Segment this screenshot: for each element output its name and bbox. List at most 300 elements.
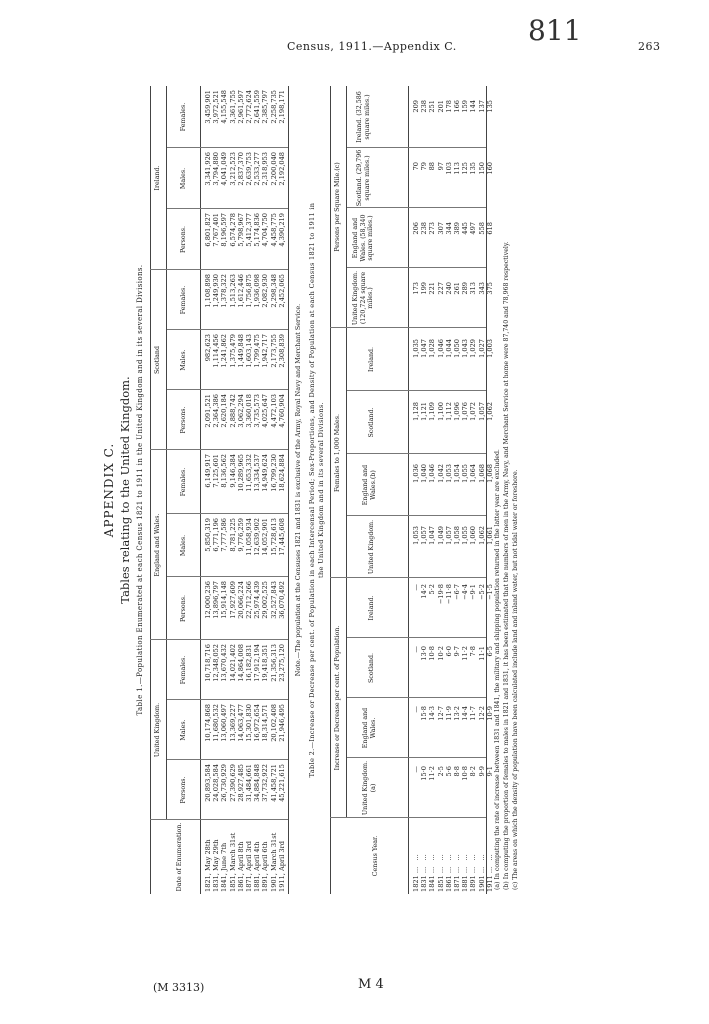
table-cell: 10,718,716 — [204, 644, 212, 682]
table-cell: 14·4 — [461, 706, 470, 721]
table-cell: 1,375,479 — [228, 334, 237, 368]
table-cell: 15·8 — [420, 706, 429, 721]
table-cell: 2,364,386 — [212, 394, 221, 428]
table-cell: 88 — [428, 162, 437, 171]
table-cell: 15·0 — [420, 766, 429, 781]
table1-group-ir: Ireland. — [154, 165, 161, 191]
table-cell: 9·1 — [485, 766, 494, 777]
footnote-a: (a) In computing the rate of increase between 1831 and 1841, the military and shipping population returned in the latter year are excluded. — [494, 449, 501, 890]
table-cell: 18,624,884 — [277, 454, 286, 492]
table-cell: 166 — [452, 100, 461, 113]
table-cell: 4,390,219 — [277, 213, 286, 247]
table-cell: 289 — [461, 282, 470, 295]
table-cell: 1,936,098 — [253, 274, 262, 308]
footnote-b: (b) In computing the proportion of females to males in 1821 and 1831, it has been estimated that the numbers of men in the Army, Navy, and Merchant Service at home were 87,740 and 78,968 respectively. — [503, 241, 510, 890]
table-cell: 12,000,236 — [204, 581, 212, 619]
table-cell: 1,112 — [444, 402, 453, 421]
t1-sc-females-head: Females. — [180, 285, 187, 315]
table-cell: 261 — [452, 282, 461, 295]
t1-ir-males-head: Males. — [180, 167, 187, 190]
table-cell: 1911, April 3rd — [277, 841, 286, 892]
table-cell: 17,912,194 — [253, 644, 262, 682]
t2-inc-sc — [412, 646, 494, 696]
t1-ew-females-head: Females. — [180, 467, 187, 497]
t2-fem-ir — [412, 339, 494, 389]
table-cell: 6,771,196 — [212, 518, 221, 552]
table-cell: 28,927,485 — [236, 764, 245, 802]
t2-den-sc-head: Scotland. (29,796 square miles.) — [356, 149, 371, 207]
table-cell: 14·2 — [420, 584, 429, 599]
table-cell: 1851 ... ... — [436, 854, 445, 892]
table-cell: 1,043 — [461, 339, 470, 358]
table-cell: 1,029 — [469, 339, 478, 358]
table-cell: 34,884,848 — [253, 764, 262, 802]
table-cell: 1,053 — [444, 464, 453, 483]
table-cell: 1,096 — [452, 402, 461, 421]
table-cell: 1,027 — [477, 339, 486, 358]
table-cell: 273 — [428, 222, 437, 235]
table-cell: 4,041,049 — [220, 152, 229, 186]
table-cell: 9·7 — [452, 646, 461, 657]
t1-ir-persons-head: Persons. — [180, 226, 187, 254]
t2-fem-ew — [412, 464, 494, 514]
t1-sc-persons-head: Persons. — [180, 406, 187, 434]
table-cell: 2,198,171 — [277, 90, 286, 124]
table-cell: 173 — [412, 282, 420, 295]
table-cell: 178 — [444, 100, 453, 113]
table-cell: 1,799,475 — [253, 334, 262, 368]
t1-ew-females — [204, 454, 286, 512]
table1-stub-header: Date of Enumeration. — [176, 822, 183, 892]
table-cell: 4,458,775 — [269, 213, 278, 247]
table2-stub-header: Census Year. — [372, 835, 379, 877]
table-cell: 45,221,615 — [277, 764, 286, 802]
table-cell: 11·9 — [444, 706, 453, 721]
table-cell: 13,670,432 — [220, 644, 229, 682]
table-cell: 1,057 — [444, 526, 453, 545]
table-cell: 5·6 — [444, 766, 453, 777]
table-cell: 1,612,446 — [236, 274, 245, 308]
table-cell: 2,298,348 — [269, 274, 278, 308]
table-cell: 8·8 — [452, 766, 461, 777]
table-cell: — — [412, 584, 420, 591]
rotated-document — [90, 80, 650, 900]
table-cell: 10·2 — [436, 646, 445, 661]
table2-group-increase: Increase or Decrease per cent. of Population. — [334, 625, 341, 771]
table-cell: — — [412, 646, 420, 653]
t2-den-ew-head: England and Wales. (58,340 square miles.) — [352, 214, 375, 262]
table-cell: 7,767,401 — [212, 213, 221, 247]
table-cell: 6,149,917 — [204, 454, 212, 488]
table-cell: 13,060,497 — [220, 704, 229, 742]
t2-inc-uk — [412, 766, 494, 816]
table-cell: 11,680,532 — [212, 704, 221, 742]
table-cell: 135 — [469, 162, 478, 175]
table-cell: 5,798,967 — [236, 213, 245, 247]
t2-den-ir — [412, 100, 494, 146]
table-cell: 2,639,753 — [244, 152, 253, 186]
t2-inc-ir-head: Ireland. — [368, 595, 375, 621]
table-cell: 31,484,661 — [244, 764, 253, 802]
table-cell: — — [412, 706, 420, 713]
table-cell: 23,275,120 — [277, 644, 286, 682]
table-cell: 10,289,965 — [236, 454, 245, 492]
table-cell: 8,781,225 — [228, 518, 237, 552]
table-cell: 97 — [436, 162, 445, 171]
table-cell: 1,072 — [469, 402, 478, 421]
t2-den-ir-head: Ireland. (32,586 square miles.) — [356, 91, 371, 143]
table-cell: 238 — [420, 100, 429, 113]
table-cell: −11·8 — [444, 584, 453, 605]
t1-ew-persons — [204, 581, 286, 638]
table-cell: 240 — [444, 282, 453, 295]
table-cell: 1,114,456 — [212, 334, 221, 368]
table-cell: 2,308,839 — [277, 334, 286, 368]
table-cell: 1,378,322 — [220, 274, 229, 308]
t2-fem-sc — [412, 402, 494, 452]
table-cell: 9·9 — [477, 766, 486, 777]
table-cell: 1861, April 8th — [236, 841, 245, 892]
t1-uk-persons — [204, 764, 286, 818]
table-cell: 12·2 — [477, 706, 486, 721]
table-cell: −9·1 — [469, 584, 478, 601]
table-cell: 16,182,831 — [244, 644, 253, 682]
table-cell: 10·8 — [461, 766, 470, 781]
table-cell: 1,128 — [412, 402, 420, 421]
table1-group-sc: Scotland — [154, 345, 161, 375]
table-cell: 344 — [444, 222, 453, 235]
table-cell: 4,472,103 — [269, 394, 278, 428]
table-cell: 41,458,721 — [269, 764, 278, 802]
table-cell: 2,091,521 — [204, 394, 212, 428]
page-stamp: 811 — [528, 14, 582, 47]
table-cell: 13,896,797 — [212, 581, 221, 619]
table-cell: 2,318,953 — [261, 152, 270, 186]
table-cell: 3,212,523 — [228, 152, 237, 186]
table-cell: 497 — [469, 222, 478, 235]
table-cell: −5·2 — [477, 584, 486, 601]
table-cell: 3,735,573 — [253, 394, 262, 428]
table-cell: 4,025,647 — [261, 394, 270, 428]
table-cell: 2,641,559 — [253, 90, 262, 124]
t1-uk-persons-head: Persons. — [180, 776, 187, 804]
t2-inc-ew-head: England and Wales. — [362, 707, 377, 749]
table-cell: 982,623 — [204, 334, 212, 362]
table2-title-line2: the United Kingdom and in its several Divisions. — [317, 402, 325, 578]
table-cell: 1,109 — [428, 402, 437, 421]
table2-title-line1: Table 2.—Increase or Decrease per cent. of Population in each Intercensal Period; Sex-Proportions, and Density of Population at each Census 1821 to 1911 in — [308, 202, 316, 778]
table2-group-females: Females to 1,000 Males. — [334, 414, 341, 492]
table-cell: 7·8 — [469, 646, 478, 657]
table-cell: 375 — [485, 282, 494, 295]
table-cell: 2,385,797 — [261, 90, 270, 124]
table-cell: 79 — [420, 162, 429, 171]
table-cell: 1831, May 29th — [212, 839, 221, 892]
table-cell: 1,028 — [428, 339, 437, 358]
table-cell: 2,258,735 — [269, 90, 278, 124]
table-cell: 1,050 — [452, 339, 461, 358]
t2-inc-ew — [412, 706, 494, 756]
table-cell: 1,058 — [452, 526, 461, 545]
table-cell: 135 — [485, 100, 494, 113]
table-cell: 11·7 — [469, 706, 478, 721]
table-cell: 1,046 — [436, 339, 445, 358]
table-cell: 20,066,224 — [236, 581, 245, 619]
table-cell: 1,249,930 — [212, 274, 221, 308]
table-cell: 26,730,929 — [220, 764, 229, 802]
table-cell: 10·8 — [428, 646, 437, 661]
table-cell: 150 — [477, 162, 486, 175]
table-cell: 27,390,629 — [228, 764, 237, 802]
table2-group-density: Persons per Square Mile.(c) — [334, 162, 341, 252]
table-cell: 307 — [436, 222, 445, 235]
table-cell: 1,062 — [477, 526, 486, 545]
table-cell: −19·8 — [436, 584, 445, 605]
footnote-c: (c) The areas on which the density of population have been calculated include land and inland water, but not tidal water or foreshore. — [512, 469, 519, 890]
table-cell: 1,055 — [461, 464, 470, 483]
table-cell: 13·2 — [452, 706, 461, 721]
t1-ir-persons — [204, 213, 286, 268]
table-cell: 1911 ... ... — [485, 854, 494, 892]
t2-inc-ir — [412, 584, 494, 636]
table-cell: 1,068 — [485, 464, 494, 483]
table-cell: 13,369,227 — [228, 704, 237, 742]
table-cell: 16,799,230 — [269, 454, 278, 492]
t1-sc-females — [204, 274, 286, 328]
t1-sc-males-head: Males. — [180, 349, 187, 371]
table-cell: −6·7 — [452, 584, 461, 601]
table-cell: 3,341,926 — [204, 152, 212, 186]
table-cell: 32,527,843 — [269, 581, 278, 619]
t1-ew-males — [204, 518, 286, 575]
t1-dates — [204, 822, 286, 892]
table-cell: 201 — [436, 100, 445, 113]
table-cell: 5,174,836 — [253, 213, 262, 247]
table-cell: 11·2 — [461, 646, 470, 661]
running-head: Census, 1911.—Appendix C. — [287, 40, 457, 53]
table-cell: 2,772,624 — [244, 90, 253, 124]
table-cell: 10,174,868 — [204, 704, 212, 742]
t1-uk-females-head: Females. — [180, 655, 187, 685]
t1-ir-males — [204, 152, 286, 207]
table-cell: 1,061 — [485, 526, 494, 545]
table-cell: 206 — [412, 222, 420, 235]
table-cell: 14,864,008 — [236, 644, 245, 682]
table-cell: 1,053 — [412, 526, 420, 545]
table-cell: 2,173,755 — [269, 334, 278, 368]
table1-group-uk: United Kingdom. — [154, 702, 161, 758]
table-cell: — — [412, 766, 420, 773]
table-cell: −1·5 — [485, 584, 494, 601]
table-cell: 8,196,597 — [220, 213, 229, 247]
table-cell: 1,035 — [412, 339, 420, 358]
table-cell: 1821 ... ... — [412, 854, 420, 892]
t2-fem-ir-head: Ireland. — [368, 346, 375, 373]
table-cell: 618 — [485, 222, 494, 235]
table-cell: 17,445,608 — [277, 518, 286, 556]
table-cell: 6,574,278 — [228, 213, 237, 247]
table-cell: 15,728,613 — [269, 518, 278, 556]
table-cell: 12,348,052 — [212, 644, 221, 682]
t2-den-ew — [412, 222, 494, 266]
table-cell: 22,712,266 — [244, 581, 253, 619]
table-cell: 7,777,586 — [220, 518, 229, 552]
table-cell: 4,760,904 — [277, 394, 286, 428]
table-cell: 6,801,827 — [204, 213, 212, 247]
table-cell: 1,057 — [420, 526, 429, 545]
table-cell: 1,513,263 — [228, 274, 237, 308]
page-number: 263 — [638, 40, 661, 53]
table-cell: 14,063,477 — [236, 704, 245, 742]
table-cell: 1,049 — [436, 526, 445, 545]
table-cell: 2,837,370 — [236, 152, 245, 186]
table-cell: 1,057 — [477, 402, 486, 421]
table-cell: 1,108,898 — [204, 274, 212, 308]
table-cell: 221 — [428, 282, 437, 295]
table-cell: 1,044 — [444, 339, 453, 358]
table-cell: 11,058,934 — [244, 518, 253, 556]
table-cell: 1,062 — [485, 402, 494, 421]
t2-den-uk — [412, 282, 494, 326]
t2-inc-sc-head: Scotland. — [368, 652, 375, 684]
signature-left: (M 3313) — [153, 981, 205, 994]
table-cell: 1821, May 28th — [204, 839, 212, 892]
table-cell: 17,927,609 — [228, 581, 237, 619]
table1-note: Note.—The population at the Censuses 1821 and 1831 is exclusive of the Army, Royal Navy and Merchant Service. — [294, 303, 302, 677]
table-cell: 113 — [452, 162, 461, 175]
table-cell: 70 — [412, 162, 420, 171]
table-cell: 1851, March 31st — [228, 832, 237, 892]
table-cell: 2,200,040 — [269, 152, 278, 186]
table-cell: 5,850,319 — [204, 518, 212, 552]
table-cell: 1861 ... ... — [444, 854, 453, 892]
table-cell: 125 — [461, 162, 470, 175]
table-cell: 3,361,755 — [228, 90, 237, 124]
table-cell: 1841, June 7th — [220, 842, 229, 892]
table-cell: 3,459,901 — [204, 90, 212, 124]
table-cell: −4·4 — [461, 584, 470, 601]
table-cell: 1871 ... ... — [452, 854, 461, 892]
t2-fem-uk-head: United Kingdom. — [368, 519, 375, 575]
document-body — [90, 80, 650, 900]
table-cell: 2,533,277 — [253, 152, 262, 186]
table-cell: 11·1 — [477, 646, 486, 661]
table-cell: 1,003 — [485, 339, 494, 358]
table-cell: 14,949,624 — [261, 454, 270, 492]
table-cell: 18,314,571 — [261, 704, 270, 742]
table-cell: 8,136,562 — [220, 454, 229, 488]
table-cell: 6·5 — [485, 646, 494, 657]
table-cell: 227 — [436, 282, 445, 295]
table-cell: 1,040 — [420, 464, 429, 483]
table-cell: 1,756,875 — [244, 274, 253, 308]
table-cell: 1,603,143 — [244, 334, 253, 368]
table-cell: 1,449,848 — [236, 334, 245, 368]
table-cell: 3,062,294 — [236, 394, 245, 428]
table-cell: 14·3 — [428, 706, 437, 721]
table-cell: 1,064 — [469, 464, 478, 483]
table-cell: 1901, March 31st — [269, 832, 278, 892]
table-cell: 13,334,537 — [253, 454, 262, 492]
table-cell: 1,068 — [477, 464, 486, 483]
t2-fem-uk — [412, 526, 494, 576]
table-cell: 9,146,384 — [228, 454, 237, 488]
table-cell: 24,028,584 — [212, 764, 221, 802]
t1-sc-males — [204, 334, 286, 388]
table-cell: 16,972,654 — [253, 704, 262, 742]
table-cell: 558 — [477, 222, 486, 235]
table-cell: 209 — [412, 100, 420, 113]
table-cell: 21,356,313 — [269, 644, 278, 682]
t2-fem-sc-head: Scotland. — [368, 407, 375, 438]
table-cell: 3,972,521 — [212, 90, 221, 124]
table-cell: 25,974,439 — [253, 581, 262, 619]
table-cell: 1,100 — [436, 402, 445, 421]
table-cell: 1,047 — [420, 339, 429, 358]
table-cell: 12·7 — [436, 706, 445, 721]
table-cell: 1891 ... ... — [469, 854, 478, 892]
table-cell: 4,704,750 — [261, 213, 270, 247]
table-cell: 1,054 — [452, 464, 461, 483]
table-cell: 1,047 — [428, 526, 437, 545]
t1-ew-males-head: Males. — [180, 534, 187, 557]
table-cell: 36,070,492 — [277, 581, 286, 619]
table-cell: 3,794,880 — [212, 152, 221, 186]
appendix-subtitle: Tables relating to the United Kingdom. — [118, 376, 132, 604]
table-cell: 389 — [452, 222, 461, 235]
table-cell: 1,942,717 — [261, 334, 270, 368]
table-cell: 1831 ... ... — [420, 854, 429, 892]
table-cell: 14,021,402 — [228, 644, 237, 682]
t2-fem-ew-head: England and Wales.(b) — [362, 464, 377, 506]
table-cell: 15,914,148 — [220, 581, 229, 619]
t1-ir-females — [204, 90, 286, 146]
table-cell: 1,121 — [420, 402, 429, 421]
t1-ew-persons-head: Persons. — [180, 595, 187, 623]
table-cell: 1871, April 3rd — [244, 841, 253, 892]
table-cell: 11·2 — [428, 766, 437, 781]
table-cell: 1881, April 4th — [253, 841, 262, 892]
t2-inc-uk-head: United Kingdom.(a) — [362, 760, 377, 816]
table-cell: 1,042 — [436, 464, 445, 483]
table-cell: 2,961,597 — [236, 90, 245, 124]
table-cell: 3,360,018 — [244, 394, 253, 428]
table-cell: 137 — [477, 100, 486, 113]
t2-years — [412, 820, 494, 892]
table-cell: 20,102,408 — [269, 704, 278, 742]
table-cell: 251 — [428, 100, 437, 113]
table-cell: 10·9 — [485, 706, 494, 721]
table-cell: 4,155,548 — [220, 90, 229, 124]
table-cell: 14,052,901 — [261, 518, 270, 556]
table-cell: 13·0 — [420, 646, 429, 661]
table-cell: 7,125,601 — [212, 454, 221, 488]
t2-den-uk-head: United Kingdom. (120,724 square miles.) — [352, 270, 375, 326]
table-cell: 1,241,862 — [220, 334, 229, 368]
table-cell: 343 — [477, 282, 486, 295]
table-cell: 20,893,584 — [204, 764, 212, 802]
table1-group-ew: England and Wales. — [154, 513, 161, 577]
t2-den-sc — [412, 162, 494, 206]
table-cell: 1891, April 6th — [261, 841, 270, 892]
table-cell: 2,620,184 — [220, 394, 229, 428]
table-cell: 12,639,902 — [253, 518, 262, 556]
table-cell: 1881 ... ... — [461, 854, 470, 892]
t1-uk-males-head: Males. — [180, 719, 187, 741]
table-cell: 199 — [420, 282, 429, 295]
table-cell: 103 — [444, 162, 453, 175]
table-cell: 1,060 — [469, 526, 478, 545]
